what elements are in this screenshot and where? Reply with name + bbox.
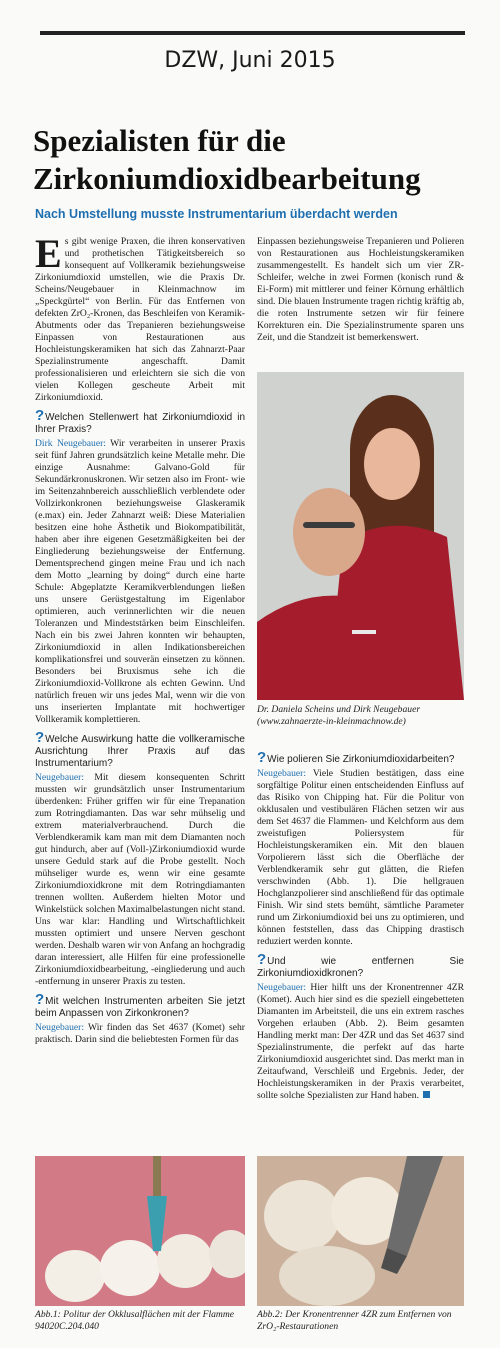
question-4 xyxy=(257,749,464,766)
question-5-text: Und wie entfernen Sie Zirkoniumdioxidkronen? xyxy=(257,956,464,979)
answer-4-text: Viele Studien bestätigen, dass eine sorgfältige Politur einen entscheidenden Einfluss auf das Risiko von Chipping hat. Für die Politur von okklusalen und vestibulären Flächen setzen wir aus dem Set 4637 die Flammen- und Kelchform aus dem zweistufigen Poliersystem für Hochleistungskeramiken ein. Mit den blauen Vorpolierern lässt sich die Oberfläche der Verblendkeramik sehr gut glätten, die Riefen verschwinden (Abb. 1). Die hellgrauen Hochglanzpolierer sind anschließend für das optimale Finish. Wir sind stets bemüht, sämtliche Parameter rund um Zirkoniumdioxid bei uns zu optimieren, und können feststellen, dass das Chipping drastisch reduziert werden konnte. xyxy=(257,768,464,947)
figure-2-caption: Abb.2: Der Kronentrenner 4ZR zum Entfernen von ZrO₂-Restaurationen xyxy=(257,1309,452,1332)
question-mark-icon: ? xyxy=(35,991,45,1008)
portrait-photo xyxy=(257,372,464,700)
question-1 xyxy=(35,407,245,436)
speaker-1: Dirk Neugebauer: xyxy=(35,438,106,449)
question-mark-icon: ? xyxy=(257,951,267,968)
source-label: DZW, Juni 2015 xyxy=(164,48,336,73)
headline xyxy=(33,122,473,198)
speaker-5: Neugebauer: xyxy=(257,982,307,993)
end-mark xyxy=(423,1091,430,1098)
headline-line-2: Zirkoniumdioxidbearbeitung xyxy=(33,161,421,196)
figure-1-photo xyxy=(35,1156,245,1306)
answer-2 xyxy=(35,772,245,988)
portrait-illustration xyxy=(257,372,464,700)
headline-line-1: Spezialisten für die xyxy=(33,123,286,158)
answer-5-text: Hier hilft uns der Kronentrenner 4ZR (Komet). Auch hier sind es die speziell eingebetteten Diamanten im Arbeitsteil, die uns ein extrem rasches Vorgehen erlauben (Abb. 2). Beim gesamten Handling merkt man: Der 4ZR und das Set 4637 sind Spezialinstrumente, die perfekt auf das harte Zirkoniumdioxid ausgerichtet sind. Das merkt man in Zeitaufwand, Verschleiß und Ergebnis. Jeder, der Hochleistungskeramiken in der Praxis verarbeitet, sollte solche Spezialisten zur Hand haben. xyxy=(257,982,464,1101)
answer-2-text: Mit diesem konsequenten Schritt mussten wir grundsätzlich unser Instrumentarium überdenken: Früher griffen wir für eine Trepanation zum Rotringdiamanten. Das war sehr mühselig und extrem materialverbrauchend. Durch die Verblendkeramik kam man mit dem Diamanten noch gut hindurch, aber auf (Voll-)Zirkoniumdioxid wurde unsere Geduld stark auf die Probe gestellt. Noch mühseliger wurde es, wenn wir eine gesamte Zirkoniumdioxidkrone mit dem Rotringdiamanten trennen wollten. Außerdem hielten Motor und Winkelstück solchen Maximalbelastungen nicht stand. Uns war klar: Handling und Wirtschaftlichkeit mussten optimiert und unsere Nerven geschont werden. Deshalb waren wir von Anfang an hochgradig daran interessiert, alle Hilfen für eine professionelle Zirkoniumdioxidbearbeitung, -eingliederung und auch -entfernung in unserer Praxis zu testen. xyxy=(35,772,245,987)
answer-3-text: Wir finden das Set 4637 (Komet) sehr praktisch. Darin sind die beliebtesten Formen für das xyxy=(35,1022,245,1045)
intro-text: s gibt wenige Praxen, die ihren konservativen und prothetischen Tätigkeitsbereich so konsequent auf Vollkeramik beziehungsweise Zirkoniumdioxid umstellen, wie die Praxis Dr. Scheins/Neugebauer in Kleinmachnow im „Speckgürtel“ von Berlin. Für das Entfernen von defekten ZrO₂-Kronen, das Beschleifen von Keramik-Abutments oder das Trepanieren beziehungsweise Einpassen von Restaurationen aus Hochleistungskeramiken hat sich das Zahnarzt-Paar Spezialinstrumente angeschafft. Damit professionalisieren und erleichtern sie sich die von vielen Kollegen gescheute Arbeit mit Zirkoniumdioxid. xyxy=(35,236,245,403)
question-mark-icon: ? xyxy=(35,729,45,746)
question-mark-icon: ? xyxy=(35,407,45,424)
answer-1-text: Wir verarbeiten in unserer Praxis seit fünf Jahren grundsätzlich keine Metalle mehr. Die einzige Ausnahme: Galvano-Gold für Sekundärkronuskronen. Wir setzen also im Front- wie im Seitenzahnbereich ausschließlich verblendete oder Vollzirkonkronen beziehungsweise Glaskeramik (e.max) ein. Jeder Zahnarzt weiß: Diese Materialien besitzen eine hohe Ästhetik und Biokompatibilität, haben aber ihre eigenen Gesetzmäßigkeiten bei der Eingliederung beziehungsweise der Entfernung. Dementsprechend gingen meine Frau und ich nach dem Motto „learning by doing“ durch eine harte Schule: Abgeplatzte Keramikverblendungen ließen uns unsere Gerüstgestaltung im Eigenlabor optimieren, auch verinnerlichten wir die neuen Toleranzen und Mindeststärken beim Einschleifen. Nach ein bis zwei Jahren konnten wir behaupten, Zirkoniumdioxid in allen Indikationsbereichen komplikationsfrei und souverän einsetzen zu können. Besonders bei Bruxismus sehe ich die Zirkoniumdioxid-Vollkrone als echten Gewinn. Und natürlich freuen wir uns jedes Mal, wenn wir die von uns inserierten Implantate mit hochwertiger Vollkeramik komplettieren. xyxy=(35,438,245,725)
figure-1-caption: Abb.1: Politur der Okklusalflächen mit der Flamme 94020C.204.040 xyxy=(35,1309,235,1332)
question-2 xyxy=(35,729,245,770)
question-1-text: Welchen Stellenwert hat Zirkoniumdioxid in Ihrer Praxis? xyxy=(35,412,245,435)
portrait-caption-url: (www.zahnaerzte-in-kleinmachnow.de) xyxy=(257,716,406,727)
answer-4 xyxy=(257,768,464,948)
answer-5 xyxy=(257,982,464,1102)
question-2-text: Welche Auswirkung hatte die vollkeramische Ausrichtung Ihrer Praxis auf das Instrumentarium? xyxy=(35,734,245,769)
speaker-3: Neugebauer: xyxy=(35,1022,85,1033)
answer-3 xyxy=(35,1022,245,1046)
question-3-text: Mit welchen Instrumenten arbeiten Sie jetzt beim Anpassen von Zirkonkronen? xyxy=(35,996,245,1019)
col2-intro: Einpassen beziehungsweise Trepanieren und Polieren von Restaurationen aus Hochleistungskeramiken zusammengestellt. Es handelt sich um vier ZR-Schleifer, welche in zwei Formen (konisch rund & Ei-Form) mit mittlerer und feiner Körnung erhältlich sind. Die blauen Instrumente tragen richtig kräftig ab, die roten Instrumente setzen wir für feinere Korrekturen ein. Die Spezialinstrumente sparen uns Zeit, und die Standzeit ist bemerkenswert. xyxy=(257,236,464,343)
intro-paragraph xyxy=(35,231,245,404)
speaker-4: Neugebauer: xyxy=(257,768,307,779)
question-4-text: Wie polieren Sie Zirkoniumdioxidarbeiten? xyxy=(267,754,455,765)
column-right-bottom xyxy=(257,746,464,1106)
subheadline: Nach Umstellung musste Instrumentarium überdacht werden xyxy=(35,207,398,221)
answer-1 xyxy=(35,438,245,726)
column-left xyxy=(35,231,245,1050)
question-5 xyxy=(257,951,464,980)
question-mark-icon: ? xyxy=(257,749,267,766)
question-3 xyxy=(35,991,245,1020)
figure-2-photo xyxy=(257,1156,464,1306)
figure-1-illustration xyxy=(35,1156,245,1306)
speaker-2: Neugebauer: xyxy=(35,772,85,783)
figure-2-illustration xyxy=(257,1156,464,1306)
portrait-caption-names: Dr. Daniela Scheins und Dirk Neugebauer xyxy=(257,704,421,715)
top-rule xyxy=(40,31,465,35)
column-right-top xyxy=(257,236,464,348)
dropcap: E xyxy=(35,231,62,276)
portrait-caption xyxy=(257,704,464,728)
